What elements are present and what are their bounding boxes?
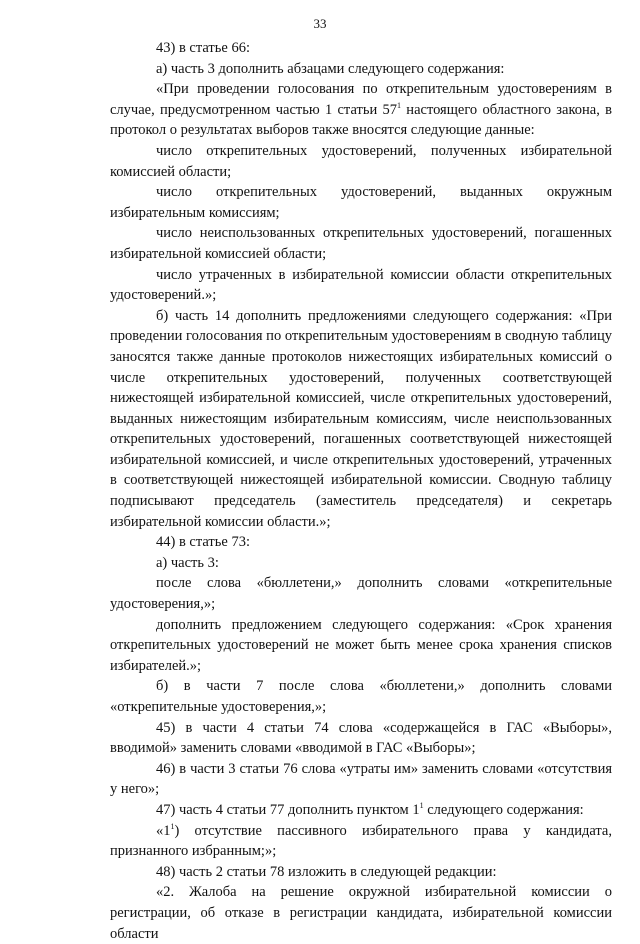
page-number: 33 xyxy=(313,16,327,31)
superscript: 1 xyxy=(170,821,175,831)
paragraph: б) часть 14 дополнить предложениями следующего содержания: «При проведении голосования по открепительным удостоверениям в сводную таблицу заносятся также данные протоколов нижестоящих избирательных комиссий о числе открепительных удостоверений, полученных соответствующей нижестоящей избирательной комиссией, числе открепительных удостоверений, выданных нижестоящим избирательным комиссиям, числе неиспользованных открепительных удостоверений, погашенных соответствующей нижестоящей избирательной комиссией, и числе открепительных удостоверений, утраченных в соответствующей нижестоящей избирательной комиссии. Сводную таблицу подписывают председатель (заместитель председателя) и секретарь избирательной комиссии области.»; xyxy=(110,307,612,530)
paragraph xyxy=(110,821,612,862)
paragraph-text: «1 xyxy=(156,822,171,839)
paragraph: число утраченных в избирательной комиссии области открепительных удостоверений.»; xyxy=(110,266,612,304)
paragraph: 45) в части 4 статьи 74 слова «содержащейся в ГАС «Выборы», вводимой» заменить словами «вводимой в ГАС «Выборы»; xyxy=(110,719,612,757)
paragraph: 43) в статье 66: xyxy=(156,40,250,56)
paragraph: а) часть 3: xyxy=(156,554,219,571)
paragraph-text: «При проведении голосования по открепительным удостоверениям в случае, предусмотренном частью 1 статьи 57 xyxy=(110,81,612,118)
paragraph: число неиспользованных открепительных удостоверений, погашенных избирательной комиссией области; xyxy=(110,225,612,262)
paragraph-text: ) отсутствие пассивного избирательного права у кандидата, признанного избранным;»; xyxy=(110,822,612,860)
paragraph: дополнить предложением следующего содержания: «Срок хранения открепительных удостоверений не может быть менее срока хранения списков избирателей.»; xyxy=(110,616,612,674)
paragraph: 48) часть 2 статьи 78 изложить в следующей редакции: xyxy=(156,863,497,880)
paragraph: после слова «бюллетени,» дополнить словами «открепительные удостоверения,»; xyxy=(110,575,612,613)
paragraph-text: следующего содержания: xyxy=(423,801,584,818)
superscript: 1 xyxy=(397,100,402,110)
paragraph: 44) в статье 73: xyxy=(156,534,250,551)
paragraph: б) в части 7 после слова «бюллетени,» дополнить словами «открепительные удостоверения,»; xyxy=(110,678,612,715)
document-body xyxy=(110,38,612,944)
paragraph: число открепительных удостоверений, полученных избирательной комиссией области; xyxy=(110,142,612,180)
paragraph: «2. Жалоба на решение окружной избирательной комиссии о регистрации, об отказе в регистрации кандидата, избирательной комиссии области xyxy=(110,884,612,942)
paragraph: а) часть 3 дополнить абзацами следующего содержания: xyxy=(156,60,505,77)
paragraph: число открепительных удостоверений, выданных окружным избирательным комиссиям; xyxy=(110,184,612,221)
superscript: 1 xyxy=(419,801,424,811)
paragraph-text: настоящего областного закона, в протокол о результатах выборов также вносятся следующие данные: xyxy=(110,101,612,139)
paragraph: 46) в части 3 статьи 76 слова «утраты им» заменить словами «отсутствия у него»; xyxy=(110,760,612,798)
paragraph xyxy=(110,800,612,821)
paragraph-text: 47) часть 4 статьи 77 дополнить пунктом 1 xyxy=(156,801,420,818)
paragraph xyxy=(110,79,612,141)
